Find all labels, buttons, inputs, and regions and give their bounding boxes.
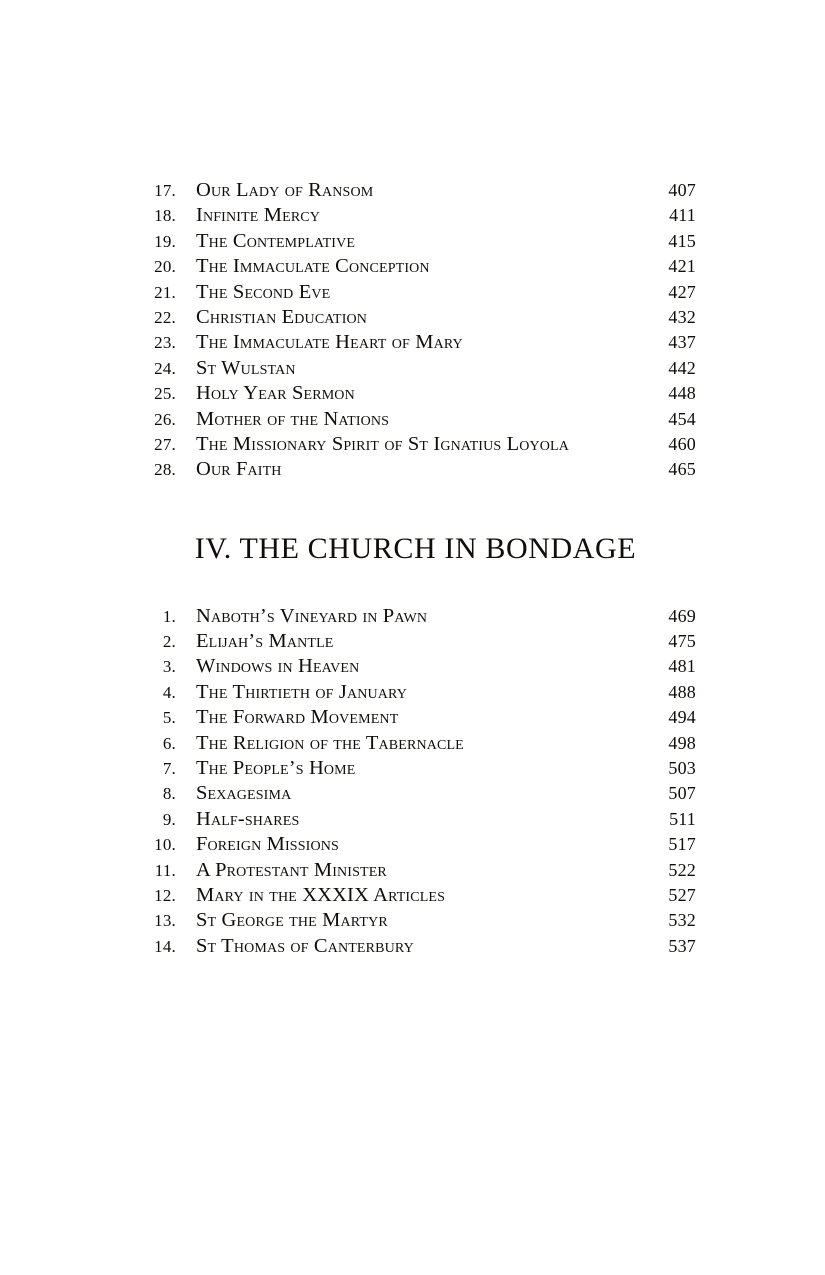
toc-entry-page-number[interactable]: 427 bbox=[668, 281, 696, 302]
toc-entry[interactable] bbox=[140, 356, 696, 381]
toc-entry-title[interactable]: The Religion of the Tabernacle bbox=[196, 731, 464, 754]
toc-entry-title[interactable]: Infinite Mercy bbox=[196, 204, 321, 227]
toc-entry[interactable] bbox=[140, 858, 696, 883]
toc-entry-title[interactable]: St Thomas of Canterbury bbox=[196, 934, 414, 957]
toc-entry-page-number[interactable]: 527 bbox=[668, 884, 696, 905]
toc-section-section-continued bbox=[140, 178, 696, 483]
toc-entry[interactable] bbox=[140, 381, 696, 406]
toc-entry-number: 25. bbox=[154, 384, 176, 404]
toc-entry-title[interactable]: The Missionary Spirit of St Ignatius Loyola bbox=[196, 432, 569, 455]
toc-entry[interactable] bbox=[140, 756, 696, 781]
toc-entry-title[interactable]: Holy Year Sermon bbox=[196, 382, 355, 405]
toc-section-section-church-in-bondage bbox=[140, 604, 696, 959]
toc-entry-number: 11. bbox=[154, 860, 176, 880]
toc-entry-number: 20. bbox=[154, 257, 176, 277]
toc-entry[interactable] bbox=[140, 432, 696, 457]
toc-entry-page-number[interactable]: 522 bbox=[668, 859, 696, 880]
toc-entry-title[interactable]: The Second Eve bbox=[196, 280, 331, 303]
toc-entry[interactable] bbox=[140, 407, 696, 432]
toc-entry-page-number[interactable]: 448 bbox=[668, 383, 696, 404]
toc-entry[interactable] bbox=[140, 731, 696, 756]
toc-entry-title[interactable]: St Wulstan bbox=[196, 356, 296, 379]
toc-entry-page-number[interactable]: 437 bbox=[668, 332, 696, 353]
toc-entry[interactable] bbox=[140, 229, 696, 254]
toc-entry-number: 22. bbox=[154, 307, 176, 327]
toc-entry-title[interactable]: Our Faith bbox=[196, 458, 282, 481]
toc-entry[interactable] bbox=[140, 305, 696, 330]
toc-entry-number: 28. bbox=[154, 460, 176, 480]
toc-entry-page-number[interactable]: 481 bbox=[668, 656, 696, 677]
toc-entry-page-number[interactable]: 503 bbox=[668, 758, 696, 779]
toc-entry-number: 2. bbox=[162, 632, 176, 652]
toc-entry[interactable] bbox=[140, 654, 696, 679]
toc-entry[interactable] bbox=[140, 832, 696, 857]
toc-entry-title[interactable]: The Forward Movement bbox=[196, 706, 399, 729]
toc-entry-title[interactable]: The People’s Home bbox=[196, 757, 356, 780]
toc-entry[interactable] bbox=[140, 807, 696, 832]
toc-entry[interactable] bbox=[140, 781, 696, 806]
toc-entry[interactable] bbox=[140, 203, 696, 228]
toc-entry-title[interactable]: The Immaculate Conception bbox=[196, 255, 430, 278]
toc-entry[interactable] bbox=[140, 330, 696, 355]
toc-entry-title-part: Articles bbox=[368, 883, 446, 906]
toc-entry-title[interactable]: The Immaculate Heart of Mary bbox=[196, 331, 463, 354]
toc-entry[interactable] bbox=[140, 604, 696, 629]
toc-entry-title[interactable]: The Contemplative bbox=[196, 229, 356, 252]
toc-entry-title[interactable]: Mother of the Nations bbox=[196, 407, 390, 430]
toc-entry-title[interactable]: Sexagesima bbox=[196, 782, 292, 805]
toc-entry-title[interactable]: Windows in Heaven bbox=[196, 655, 360, 678]
toc-entry-page-number[interactable]: 469 bbox=[668, 605, 696, 626]
toc-entry-page-number[interactable]: 537 bbox=[668, 935, 696, 956]
toc-entry-page-number[interactable]: 432 bbox=[668, 306, 696, 327]
toc-entry-title[interactable]: Our Lady of Ransom bbox=[196, 179, 374, 201]
toc-entry-page-number[interactable]: 421 bbox=[668, 256, 696, 277]
toc-entry-number: 18. bbox=[154, 206, 176, 226]
toc-entry-page-number[interactable]: 411 bbox=[669, 205, 696, 226]
toc-entry-page-number[interactable]: 454 bbox=[668, 408, 696, 429]
part-heading: IV. THE CHURCH IN BONDAGE bbox=[194, 531, 637, 565]
toc-entry-number: 5. bbox=[162, 708, 176, 728]
toc-entry-title[interactable]: Christian Education bbox=[196, 305, 368, 328]
toc-entry[interactable] bbox=[140, 254, 696, 279]
toc-entry-number: 4. bbox=[162, 682, 176, 702]
toc-entry-page-number[interactable]: 415 bbox=[668, 230, 696, 251]
toc-entry-page-number[interactable]: 511 bbox=[669, 808, 696, 829]
toc-entry-page-number[interactable]: 442 bbox=[668, 357, 696, 378]
toc-entry[interactable] bbox=[140, 457, 696, 482]
toc-entry-number: 19. bbox=[154, 231, 176, 251]
toc-entry-title[interactable]: Elijah’s Mantle bbox=[196, 630, 334, 653]
toc-entry[interactable] bbox=[140, 883, 696, 908]
toc-entry-number: 23. bbox=[154, 333, 176, 353]
toc-entry-number: 6. bbox=[162, 733, 176, 753]
toc-entry[interactable] bbox=[140, 705, 696, 730]
toc-entry-number: 13. bbox=[154, 911, 176, 931]
toc-entry-page-number[interactable]: 498 bbox=[668, 732, 696, 753]
toc-entry-page-number[interactable]: 475 bbox=[668, 631, 696, 652]
toc-entry[interactable] bbox=[140, 934, 696, 959]
toc-entry-title[interactable]: Naboth’s Vineyard in Pawn bbox=[196, 604, 428, 627]
toc-entry-title-allcaps: XXXIX bbox=[302, 883, 369, 906]
toc-entry-number: 21. bbox=[154, 282, 176, 302]
toc-entry-number: 17. bbox=[154, 181, 176, 200]
toc-entry-title[interactable]: A Protestant Minister bbox=[196, 858, 387, 881]
toc-entry-number: 14. bbox=[154, 936, 176, 956]
toc-entry-number: 8. bbox=[162, 784, 176, 804]
toc-entry-number: 24. bbox=[154, 358, 176, 378]
toc-entry-number: 9. bbox=[162, 809, 176, 829]
toc-entry-number: 12. bbox=[154, 885, 176, 905]
toc-entry-number: 7. bbox=[162, 759, 176, 779]
toc-entry[interactable] bbox=[140, 178, 696, 203]
toc-entry-page-number[interactable]: 460 bbox=[668, 433, 696, 454]
toc-entry-title[interactable]: Half-shares bbox=[196, 807, 300, 830]
toc-entry[interactable] bbox=[140, 629, 696, 654]
toc-entry-page-number[interactable]: 465 bbox=[668, 459, 696, 480]
toc-entry-page-number[interactable]: 488 bbox=[668, 681, 696, 702]
table-of-contents bbox=[140, 178, 696, 959]
toc-entry-title[interactable]: Foreign Missions bbox=[196, 833, 339, 856]
toc-entry-title[interactable] bbox=[176, 883, 652, 908]
toc-entry-number: 10. bbox=[154, 835, 176, 855]
toc-entry-number: 26. bbox=[154, 409, 176, 429]
toc-entry-page-number[interactable]: 517 bbox=[668, 834, 696, 855]
toc-entry[interactable] bbox=[140, 280, 696, 305]
toc-entry-number: 3. bbox=[162, 657, 176, 677]
toc-entry-page-number[interactable]: 407 bbox=[668, 180, 696, 200]
toc-entry-title-part: Mary in the bbox=[196, 883, 303, 906]
toc-entry-number: 1. bbox=[162, 606, 176, 626]
toc-entry-title[interactable]: The Thirtieth of January bbox=[196, 680, 407, 703]
toc-entry-page-number[interactable]: 507 bbox=[668, 783, 696, 804]
toc-entry[interactable] bbox=[140, 680, 696, 705]
toc-entry-title[interactable]: St George the Martyr bbox=[196, 909, 388, 932]
toc-entry-number: 27. bbox=[154, 434, 176, 454]
toc-entry-page-number[interactable]: 532 bbox=[668, 910, 696, 931]
toc-entry-page-number[interactable]: 494 bbox=[668, 707, 696, 728]
toc-entry[interactable] bbox=[140, 908, 696, 933]
